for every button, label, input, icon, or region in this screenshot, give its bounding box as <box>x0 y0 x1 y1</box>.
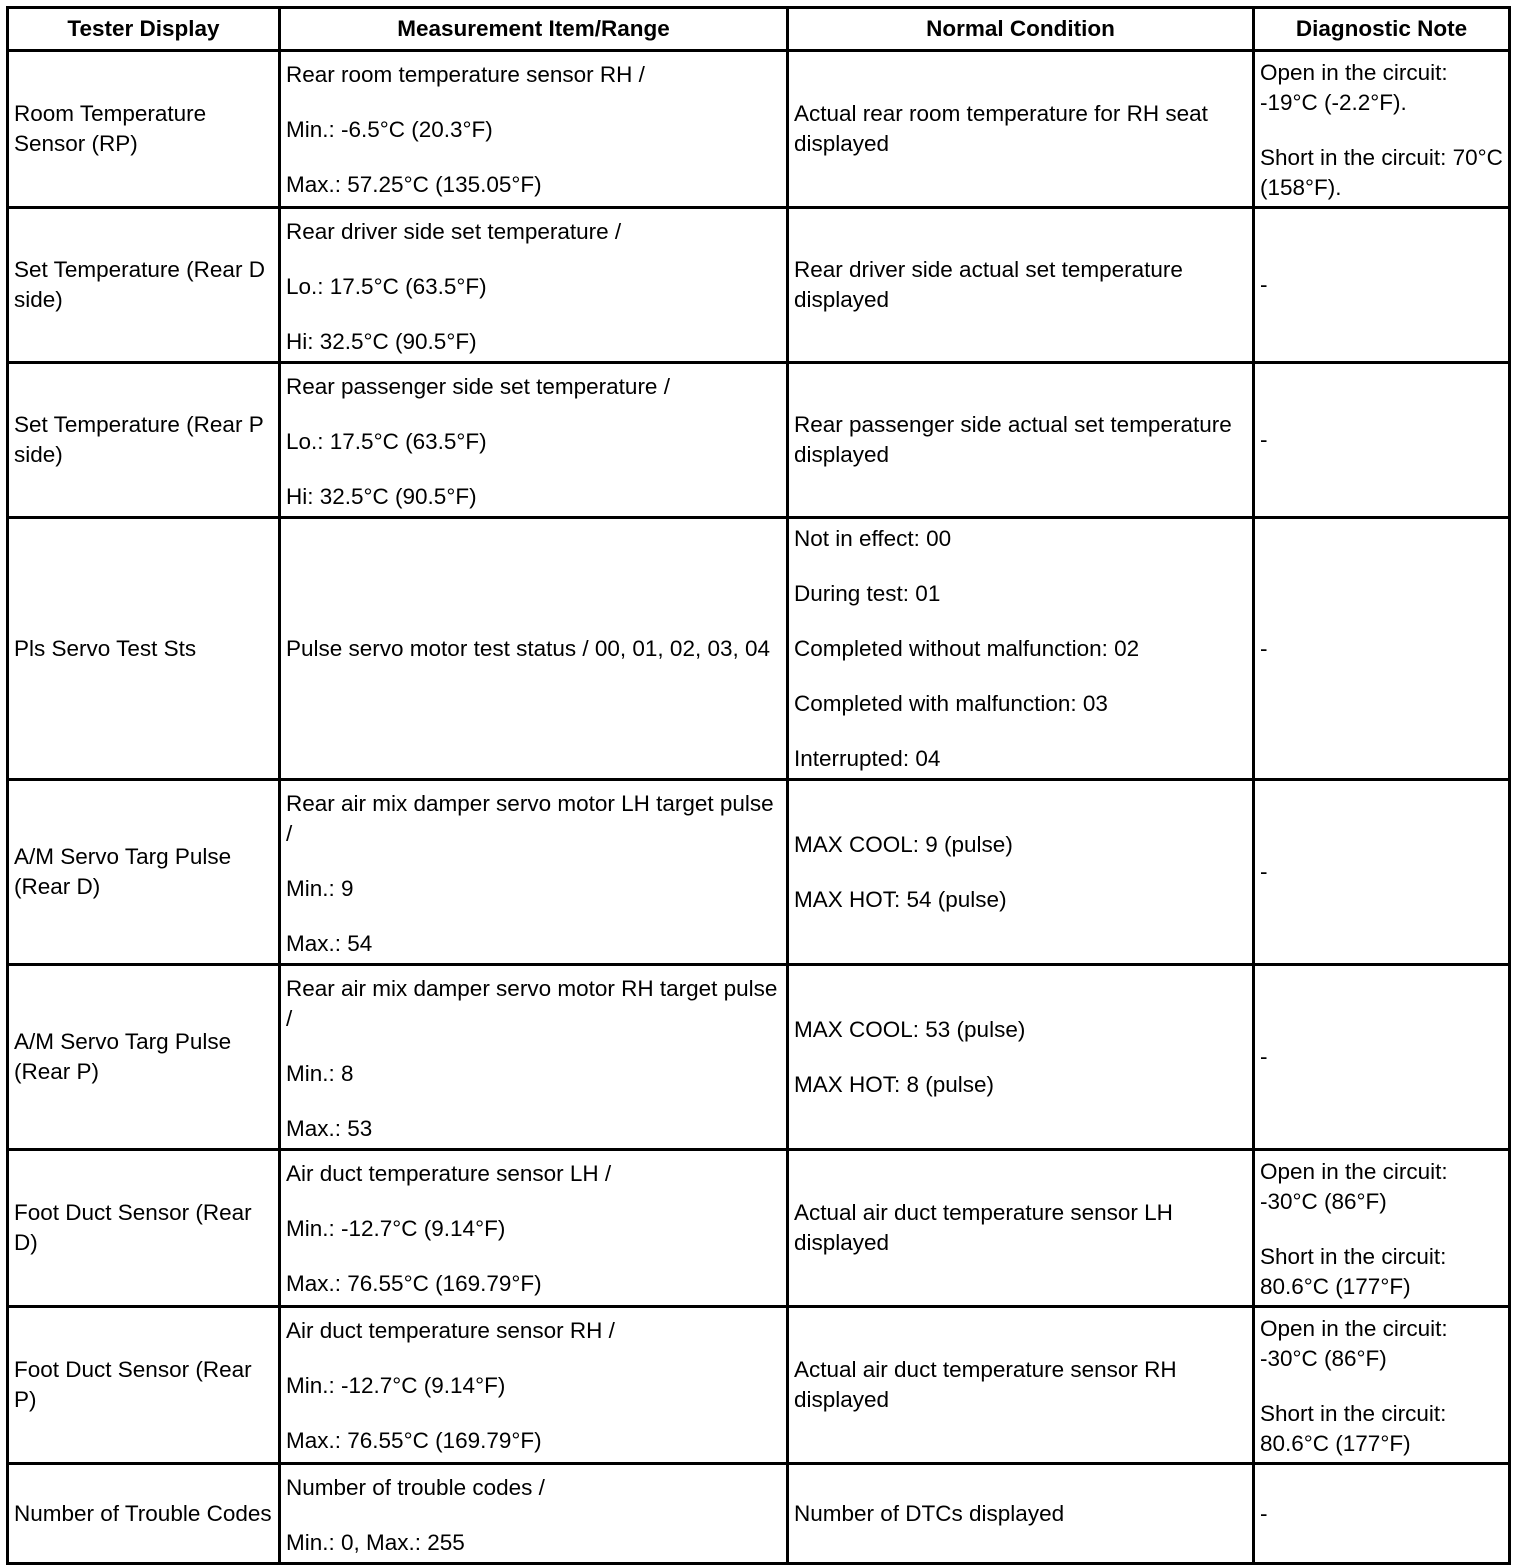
measurement-range-cell <box>280 518 788 780</box>
header-row <box>8 8 1510 51</box>
normal-condition-cell <box>788 1464 1254 1564</box>
normal-line: MAX HOT: 8 (pulse) <box>794 1071 995 1097</box>
table-row <box>8 208 1510 363</box>
range-line: Max.: 76.55°C (169.79°F) <box>286 1428 542 1453</box>
diagnostic-note-cell <box>1254 1307 1510 1464</box>
diagnostic-note-cell <box>1254 208 1510 363</box>
diagnostic-note-cell <box>1254 780 1510 965</box>
normal-line: Interrupted: 04 <box>794 745 941 771</box>
range-line: Min.: -12.7°C (9.14°F) <box>286 1373 506 1398</box>
range-line: Min.: -12.7°C (9.14°F) <box>286 1216 506 1241</box>
normal-condition-cell <box>788 1307 1254 1464</box>
header-normal-condition: Normal Condition <box>788 8 1254 51</box>
measurement-range-cell <box>280 51 788 208</box>
header-tester-display: Tester Display <box>8 8 280 51</box>
note-line: - <box>1260 272 1268 297</box>
table-row <box>8 518 1510 780</box>
note-line: - <box>1260 1500 1268 1526</box>
range-line: Rear air mix damper servo motor LH target pulse / <box>286 791 774 846</box>
normal-line: Number of DTCs displayed <box>794 1500 1065 1526</box>
header-diagnostic-note: Diagnostic Note <box>1254 8 1510 51</box>
table-row <box>8 1307 1510 1464</box>
normal-condition-cell <box>788 1150 1254 1307</box>
diagnostic-note-cell <box>1254 363 1510 518</box>
normal-line: MAX COOL: 9 (pulse) <box>794 831 1013 857</box>
range-line: Min.: 8 <box>286 1061 354 1086</box>
normal-line: Actual air duct temperature sensor RH displayed <box>794 1357 1177 1412</box>
note-line: - <box>1260 427 1268 452</box>
table-row <box>8 1150 1510 1307</box>
table-row <box>8 780 1510 965</box>
normal-condition-cell <box>788 518 1254 780</box>
measurement-range-cell <box>280 208 788 363</box>
diagnostic-note-cell <box>1254 51 1510 208</box>
tester-display-cell: Number of Trouble Codes <box>8 1464 280 1564</box>
diagnostic-data-table <box>6 6 1511 1565</box>
normal-condition-cell <box>788 780 1254 965</box>
diagnostic-note-cell <box>1254 1464 1510 1564</box>
note-line: Open in the circuit: -30°C (86°F) <box>1260 1159 1448 1214</box>
measurement-range-cell <box>280 780 788 965</box>
normal-line: Rear passenger side actual set temperature displayed <box>794 412 1232 467</box>
header-measurement-item-range: Measurement Item/Range <box>280 8 788 51</box>
table-row <box>8 51 1510 208</box>
normal-line: During test: 01 <box>794 580 941 606</box>
normal-condition-cell <box>788 51 1254 208</box>
note-line: - <box>1260 859 1268 884</box>
normal-condition-cell <box>788 363 1254 518</box>
range-line: Rear air mix damper servo motor RH target pulse / <box>286 976 778 1031</box>
note-line: Open in the circuit: -30°C (86°F) <box>1260 1316 1448 1371</box>
range-line: Max.: 76.55°C (169.79°F) <box>286 1271 542 1296</box>
range-line: Lo.: 17.5°C (63.5°F) <box>286 429 487 454</box>
tester-display-cell: Room Temperature Sensor (RP) <box>8 51 280 208</box>
normal-line: Rear driver side actual set temperature displayed <box>794 257 1183 312</box>
diagnostic-note-cell <box>1254 518 1510 780</box>
range-line: Max.: 54 <box>286 931 373 956</box>
tester-display-cell: A/M Servo Targ Pulse (Rear P) <box>8 965 280 1150</box>
normal-line: Completed with malfunction: 03 <box>794 690 1108 716</box>
measurement-range-cell <box>280 363 788 518</box>
normal-condition-cell <box>788 208 1254 363</box>
range-line: Min.: 0, Max.: 255 <box>286 1530 465 1555</box>
normal-line: MAX HOT: 54 (pulse) <box>794 886 1007 912</box>
note-line: Short in the circuit: 70°C (158°F). <box>1260 145 1503 200</box>
normal-line: Actual rear room temperature for RH seat displayed <box>794 101 1208 156</box>
measurement-range-cell <box>280 1307 788 1464</box>
range-line: Number of trouble codes / <box>286 1475 545 1500</box>
tester-display-cell: Set Temperature (Rear P side) <box>8 363 280 518</box>
range-line: Lo.: 17.5°C (63.5°F) <box>286 274 487 299</box>
range-line: Max.: 57.25°C (135.05°F) <box>286 172 542 197</box>
table-row <box>8 363 1510 518</box>
range-line: Rear passenger side set temperature / <box>286 374 670 399</box>
range-line: Air duct temperature sensor RH / <box>286 1318 615 1343</box>
normal-line: Actual air duct temperature sensor LH displayed <box>794 1200 1173 1255</box>
normal-condition-cell <box>788 965 1254 1150</box>
table-row <box>8 965 1510 1150</box>
diagnostic-note-cell <box>1254 1150 1510 1307</box>
tester-display-cell: Set Temperature (Rear D side) <box>8 208 280 363</box>
range-line: Min.: 9 <box>286 876 354 901</box>
range-line: Air duct temperature sensor LH / <box>286 1161 612 1186</box>
normal-line: MAX COOL: 53 (pulse) <box>794 1016 1026 1042</box>
tester-display-cell: Foot Duct Sensor (Rear D) <box>8 1150 280 1307</box>
normal-line: Completed without malfunction: 02 <box>794 635 1140 661</box>
measurement-range-cell <box>280 1464 788 1564</box>
diagnostic-note-cell <box>1254 965 1510 1150</box>
note-line: Open in the circuit: -19°C (-2.2°F). <box>1260 60 1448 115</box>
tester-display-cell: A/M Servo Targ Pulse (Rear D) <box>8 780 280 965</box>
range-line: Pulse servo motor test status / 00, 01, 02, 03, 04 <box>286 635 771 661</box>
range-line: Rear driver side set temperature / <box>286 219 622 244</box>
tester-display-cell: Foot Duct Sensor (Rear P) <box>8 1307 280 1464</box>
range-line: Max.: 53 <box>286 1116 373 1141</box>
range-line: Rear room temperature sensor RH / <box>286 62 645 87</box>
range-line: Min.: -6.5°C (20.3°F) <box>286 117 493 142</box>
tester-display-cell: Pls Servo Test Sts <box>8 518 280 780</box>
normal-line: Not in effect: 00 <box>794 525 952 551</box>
measurement-range-cell <box>280 965 788 1150</box>
note-line: Short in the circuit: 80.6°C (177°F) <box>1260 1401 1447 1456</box>
range-line: Hi: 32.5°C (90.5°F) <box>286 329 477 354</box>
measurement-range-cell <box>280 1150 788 1307</box>
note-line: - <box>1260 635 1268 661</box>
note-line: - <box>1260 1044 1268 1069</box>
table-row <box>8 1464 1510 1564</box>
range-line: Hi: 32.5°C (90.5°F) <box>286 484 477 509</box>
note-line: Short in the circuit: 80.6°C (177°F) <box>1260 1244 1447 1299</box>
